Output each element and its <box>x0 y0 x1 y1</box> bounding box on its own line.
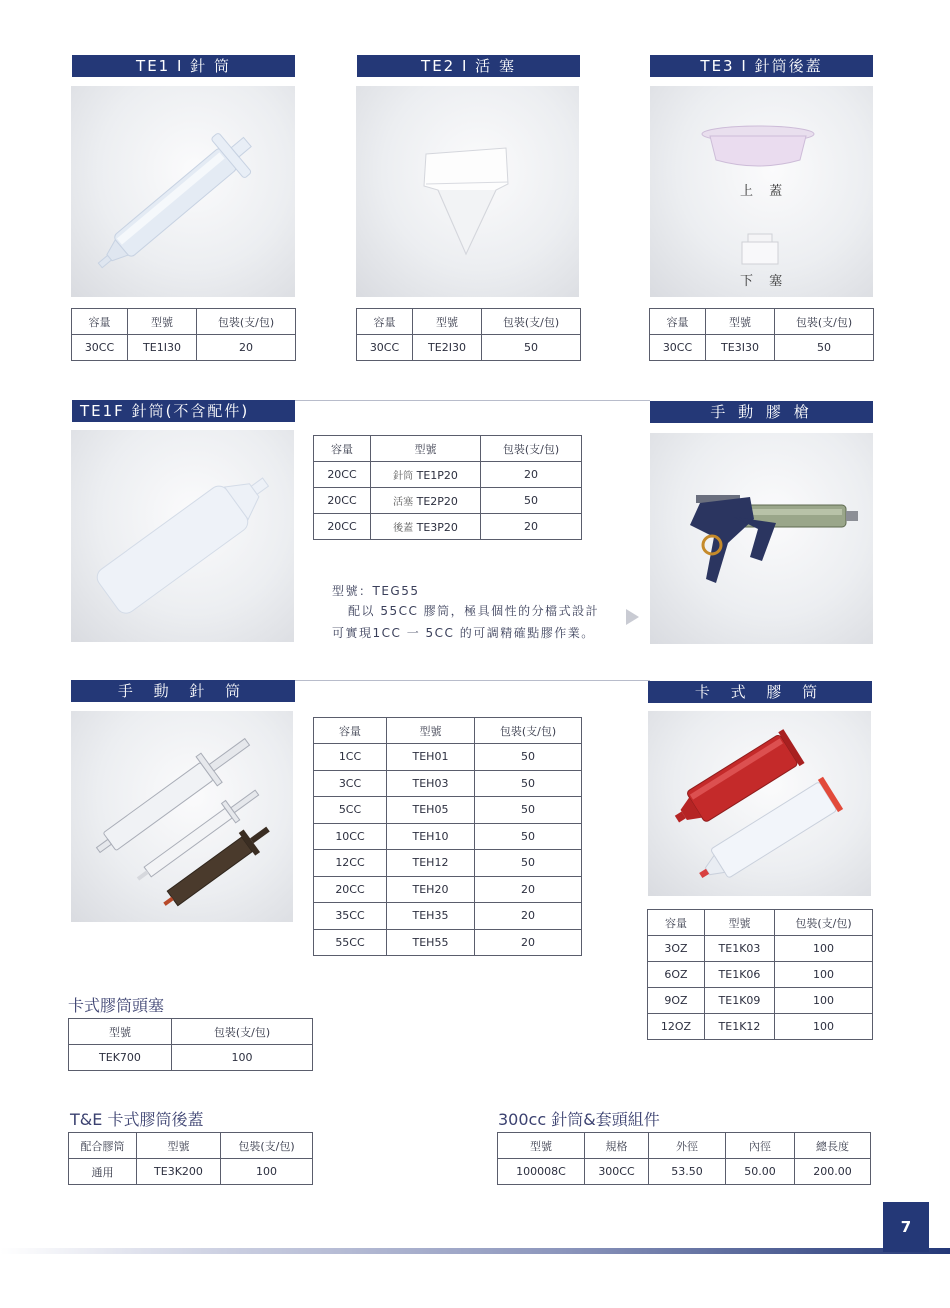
cell-pack: 20 <box>475 929 582 956</box>
cell-model: TEH05 <box>387 797 475 824</box>
cell-pack: 100 <box>775 988 873 1014</box>
cell-model: TE1K09 <box>705 988 775 1014</box>
cell-capacity: 9OZ <box>648 988 705 1014</box>
cell-spec: 300CC <box>585 1159 649 1185</box>
gun-desc-line1: 配以 55CC 膠筒，極具個性的分檔式設計 <box>348 604 600 618</box>
te3-label-top: 上 蓋 <box>740 184 789 199</box>
cell-model: TEH20 <box>387 876 475 903</box>
table-row <box>72 335 296 361</box>
cell-model: TE1K06 <box>705 962 775 988</box>
cell-outer-diameter: 53.50 <box>649 1159 726 1185</box>
header-model: 型號 <box>387 718 475 744</box>
te2-title: TE2 I 活 塞 <box>421 57 516 75</box>
header-capacity: 容量 <box>314 436 371 462</box>
header-model: 型號 <box>137 1133 221 1159</box>
header-inner-diameter: 內徑 <box>726 1133 795 1159</box>
table-row <box>314 744 582 771</box>
cell-model: TEK700 <box>69 1045 172 1071</box>
syringe-barrel-image <box>71 86 295 297</box>
table-row <box>498 1159 871 1185</box>
te1f-title: TE1F 針筒(不含配件) <box>80 402 250 420</box>
divider-line <box>295 400 650 401</box>
cell-capacity: 12OZ <box>648 1014 705 1040</box>
header-model: 型號 <box>128 309 197 335</box>
table-row <box>314 823 582 850</box>
cell-pack: 100 <box>775 962 873 988</box>
rear-cap-title: T&E 卡式膠筒後蓋 <box>70 1110 204 1129</box>
header-capacity: 容量 <box>72 309 128 335</box>
cell-capacity: 5CC <box>314 797 387 824</box>
syringe-barrel-image <box>71 430 294 642</box>
cell-model: TEH01 <box>387 744 475 771</box>
table-header-row <box>648 910 873 936</box>
plug-title: 卡式膠筒頭塞 <box>68 996 165 1015</box>
te2-table <box>356 308 581 361</box>
set300-table <box>497 1132 871 1185</box>
cell-capacity: 20CC <box>314 876 387 903</box>
cell-pack: 50 <box>481 488 582 514</box>
cell-model <box>371 514 481 540</box>
cell-capacity: 30CC <box>357 335 413 361</box>
table-row <box>314 797 582 824</box>
cell-model <box>371 488 481 514</box>
cell-capacity: 10CC <box>314 823 387 850</box>
cell-model: TEH10 <box>387 823 475 850</box>
manual-table <box>313 717 582 956</box>
cell-pack: 20 <box>197 335 296 361</box>
cell-model: TE1K12 <box>705 1014 775 1040</box>
cell-pack: 50 <box>482 335 581 361</box>
gun-model-line: 型號：TEG55 <box>332 584 420 598</box>
cell-inner-diameter: 50.00 <box>726 1159 795 1185</box>
cell-capacity: 1CC <box>314 744 387 771</box>
cartridge-photo <box>648 711 871 896</box>
header-model: 型號 <box>498 1133 585 1159</box>
header-capacity: 容量 <box>648 910 705 936</box>
table-row <box>648 988 873 1014</box>
header-spec: 規格 <box>585 1133 649 1159</box>
te2-photo <box>356 86 579 297</box>
cell-pack: 100 <box>172 1045 313 1071</box>
cell-pack: 50 <box>475 850 582 877</box>
footer-bar <box>0 1248 950 1254</box>
cell-model: TE1K03 <box>705 936 775 962</box>
cell-capacity: 35CC <box>314 903 387 930</box>
header-capacity: 容量 <box>650 309 706 335</box>
cartridge-image <box>648 711 871 896</box>
cell-capacity: 30CC <box>72 335 128 361</box>
cell-pack: 20 <box>481 462 582 488</box>
cell-model-prefix: 活塞 <box>393 497 414 508</box>
set300-title: 300cc 針筒&套頭組件 <box>498 1110 660 1129</box>
cell-model: TEH12 <box>387 850 475 877</box>
header-model: 型號 <box>371 436 481 462</box>
te1f-table <box>313 435 582 540</box>
cell-capacity: 12CC <box>314 850 387 877</box>
page-number-box <box>883 1202 929 1252</box>
table-header-row <box>69 1133 313 1159</box>
te3-title: TE3 I 針筒後蓋 <box>700 57 823 75</box>
table-row <box>648 962 873 988</box>
header-match: 配合膠筒 <box>69 1133 137 1159</box>
te1-title: TE1 I 針 筒 <box>136 57 231 75</box>
divider-line <box>295 680 650 681</box>
glue-gun-image <box>650 433 873 644</box>
header-capacity: 容量 <box>314 718 387 744</box>
cell-pack: 50 <box>475 823 582 850</box>
table-row <box>314 462 582 488</box>
te3-table <box>649 308 874 361</box>
header-pack: 包裝(支/包) <box>475 718 582 744</box>
gun-desc-line2: 可實現1CC 一 5CC 的可調精確點膠作業。 <box>332 626 595 640</box>
cartridge-table <box>647 909 873 1040</box>
page-number: 7 <box>900 1218 912 1236</box>
cell-pack: 20 <box>475 903 582 930</box>
cell-model-code: TE3P20 <box>416 521 458 534</box>
header-model: 型號 <box>413 309 482 335</box>
table-row <box>314 514 582 540</box>
table-header-row <box>69 1019 313 1045</box>
header-capacity: 容量 <box>357 309 413 335</box>
header-total-length: 總長度 <box>795 1133 871 1159</box>
cell-capacity: 3OZ <box>648 936 705 962</box>
cell-model-code: TE2P20 <box>416 495 458 508</box>
table-header-row <box>314 436 582 462</box>
cell-capacity: 6OZ <box>648 962 705 988</box>
header-pack: 包裝(支/包) <box>481 436 582 462</box>
table-header-row <box>650 309 874 335</box>
manual-title: 手 動 針 筒 <box>117 682 249 700</box>
cell-capacity: 55CC <box>314 929 387 956</box>
table-row <box>314 903 582 930</box>
manual-syringes-image <box>71 711 293 922</box>
table-row <box>314 850 582 877</box>
table-header-row <box>498 1133 871 1159</box>
te3-header <box>650 55 873 77</box>
cell-model: TE2I30 <box>413 335 482 361</box>
table-row <box>314 770 582 797</box>
gun-title: 手 動 膠 槍 <box>710 403 813 421</box>
cell-model-prefix: 針筒 <box>393 471 414 482</box>
te1f-photo <box>71 430 294 642</box>
cell-capacity: 20CC <box>314 514 371 540</box>
cell-model: TE3K200 <box>137 1159 221 1185</box>
gun-photo <box>650 433 873 644</box>
te1f-header <box>72 400 295 422</box>
table-row <box>648 1014 873 1040</box>
cell-pack: 100 <box>775 936 873 962</box>
cell-model: TEH03 <box>387 770 475 797</box>
te1-photo <box>71 86 295 297</box>
header-model: 型號 <box>706 309 775 335</box>
piston-image <box>356 86 579 297</box>
cell-total-length: 200.00 <box>795 1159 871 1185</box>
cell-pack: 50 <box>475 797 582 824</box>
cell-pack: 50 <box>475 770 582 797</box>
cell-model: TE3I30 <box>706 335 775 361</box>
header-pack: 包裝(支/包) <box>221 1133 313 1159</box>
cartridge-header <box>648 681 872 703</box>
rear-cap-table <box>68 1132 313 1185</box>
te1-header <box>72 55 295 77</box>
te3-photo <box>650 86 873 297</box>
gun-header <box>650 401 873 423</box>
header-model: 型號 <box>705 910 775 936</box>
header-outer-diameter: 外徑 <box>649 1133 726 1159</box>
table-row <box>69 1159 313 1185</box>
header-pack: 包裝(支/包) <box>482 309 581 335</box>
table-header-row <box>72 309 296 335</box>
plug-table <box>68 1018 313 1071</box>
cell-model: TEH55 <box>387 929 475 956</box>
table-row <box>648 936 873 962</box>
cell-pack: 50 <box>775 335 874 361</box>
table-row <box>650 335 874 361</box>
table-row <box>314 929 582 956</box>
cell-capacity: 20CC <box>314 488 371 514</box>
cell-model: TEH35 <box>387 903 475 930</box>
cell-match: 通用 <box>69 1159 137 1185</box>
header-pack: 包裝(支/包) <box>775 910 873 936</box>
cell-model-code: TE1P20 <box>416 469 458 482</box>
cell-capacity: 30CC <box>650 335 706 361</box>
cell-capacity: 20CC <box>314 462 371 488</box>
cell-model: 100008C <box>498 1159 585 1185</box>
table-header-row <box>314 718 582 744</box>
header-pack: 包裝(支/包) <box>172 1019 313 1045</box>
table-row <box>357 335 581 361</box>
table-header-row <box>357 309 581 335</box>
header-pack: 包裝(支/包) <box>197 309 296 335</box>
cell-pack: 100 <box>775 1014 873 1040</box>
te2-header <box>357 55 580 77</box>
table-row <box>314 876 582 903</box>
table-row <box>69 1045 313 1071</box>
header-model: 型號 <box>69 1019 172 1045</box>
cell-pack: 20 <box>475 876 582 903</box>
manual-photo <box>71 711 293 922</box>
te3-label-bottom: 下 塞 <box>740 274 789 289</box>
cell-model <box>371 462 481 488</box>
header-pack: 包裝(支/包) <box>775 309 874 335</box>
cell-model-prefix: 後蓋 <box>393 523 414 534</box>
table-row <box>314 488 582 514</box>
manual-header <box>71 680 295 702</box>
cell-pack: 100 <box>221 1159 313 1185</box>
triangle-arrow-icon <box>624 608 640 626</box>
cartridge-title: 卡 式 膠 筒 <box>694 683 826 701</box>
cell-model: TE1I30 <box>128 335 197 361</box>
cell-capacity: 3CC <box>314 770 387 797</box>
te1-table <box>71 308 296 361</box>
cell-pack: 50 <box>475 744 582 771</box>
cell-pack: 20 <box>481 514 582 540</box>
